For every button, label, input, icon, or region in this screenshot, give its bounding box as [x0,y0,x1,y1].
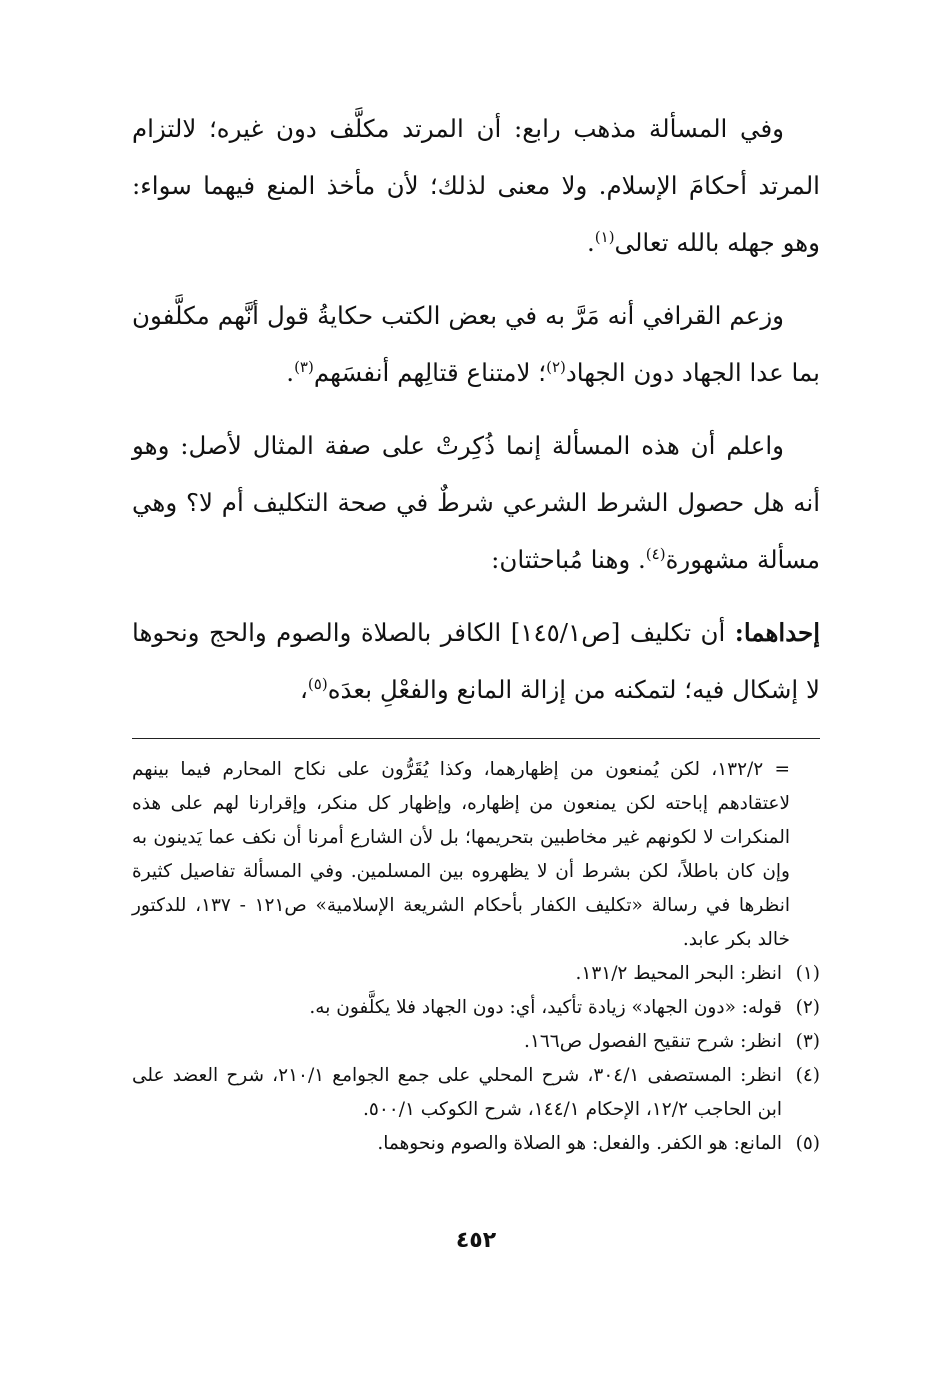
footnote-ref-3[interactable]: (٣) [294,357,314,376]
paragraph-4-text: أن تكليف [ص١٤٥/١] الكافر بالصلاة والصوم والحج ونحوها لا إشكال فيه؛ لتمكنه من إزالة المانع والفعْلِ بعدَه [132,618,820,704]
footnote-1 [132,957,820,991]
paragraph-2-text-a: وزعم القرافي أنه مَرَّ به في بعض الكتب حكايةُ قول أنَّهم مكلَّفون بما عدا الجهاد دون الجهاد [132,301,820,387]
paragraph-3-text-a: واعلم أن هذه المسألة إنما ذُكِرتْ على صفة المثال لأصل: وهو أنه هل حصول الشرط الشرعي شرطٌ في صحة التكليف أم لا؟ وهي مسألة مشهورة [132,431,820,574]
paragraph-2-text-b: ؛ لامتناع قتالِهم أنفسَهم [313,358,547,387]
footnote-ref-4[interactable]: (٤) [645,544,666,563]
paragraph-2 [132,287,820,401]
footnote-text: قوله: «دون الجهاد» زيادة تأكيد، أي: دون الجهاد فلا يكلَّفون به. [309,997,782,1018]
footnote-4 [132,1059,820,1127]
page-number: ٤٥٢ [455,1228,497,1253]
footnote-text: انظر: شرح تنقيح الفصول ص١٦٦. [524,1031,782,1052]
footnote-3 [132,1025,820,1059]
footnote-divider [132,738,820,739]
paragraph-4-lead: إحداهما: [734,618,821,647]
footnote-ref-5[interactable]: (٥) [307,674,328,693]
book-page [132,100,820,1370]
footnote-text: انظر: المستصفى ٣٠٤/١، شرح المحلي على جمع الجوامع ٢١٠/١، شرح العضد على ابن الحاجب ١٢/٢، الإحكام ١٤٤/١، شرح الكوكب ٥٠٠/١. [132,1065,782,1120]
footnote-text: المانع: هو الكفر. والفعل: هو الصلاة والصوم ونحوهما. [377,1133,782,1154]
footnote-ref-1[interactable]: (١) [594,227,615,246]
footnote-text: انظر: البحر المحيط ١٣١/٢. [575,963,782,984]
footnotes [132,753,820,1161]
paragraph-3-text-b: . وهنا مُباحثتان: [491,545,646,574]
footnote-number: (٢) [795,997,820,1018]
footnote-5 [132,1127,820,1161]
paragraph-3 [132,417,820,588]
footnote-number: (٥) [795,1133,820,1154]
paragraph-4-end: ، [300,675,308,704]
paragraph-1 [132,100,820,271]
paragraph-2-end: . [286,358,295,387]
paragraph-1-end: . [586,228,595,257]
main-text [132,100,820,718]
footnote-number: (٣) [795,1031,820,1052]
footnote-continuation: = ١٣٢/٢، لكن يُمنعون من إظهارهما، وكذا يُقَرُّون على نكاح المحارم فيما بينهم لاعتقادهم إباحته لكن يمنعون من إظهاره، وإظهار كل منكر، وإقرارنا لهم على هذه المنكرات لا لكونهم غير مخاطبين بتحريمها؛ بل لأن الشارع أمرنا أن نكف عما يَدينون به وإن كان باطلاً، لكن بشرط أن لا يظهروه بين المسلمين. وفي المسألة تفاصيل كثيرة انظرها في رسالة «تكليف الكفار بأحكام الشريعة الإسلامية» ص١٢١ - ١٣٧، للدكتور خالد بكر عابد. [132,759,790,950]
paragraph-1-text: وفي المسألة مذهب رابع: أن المرتد مكلَّف دون غيره؛ لالتزام المرتد أحكامَ الإسلام. ولا معنى لذلك؛ لأن مأخذ المنع فيهما سواء: وهو جهله بالله تعالى [132,114,820,257]
footnote-number: (١) [795,963,820,984]
footnote-2 [132,991,820,1025]
paragraph-4 [132,604,820,718]
footnote-ref-2[interactable]: (٢) [546,357,566,376]
footnote-number: (٤) [795,1065,820,1086]
